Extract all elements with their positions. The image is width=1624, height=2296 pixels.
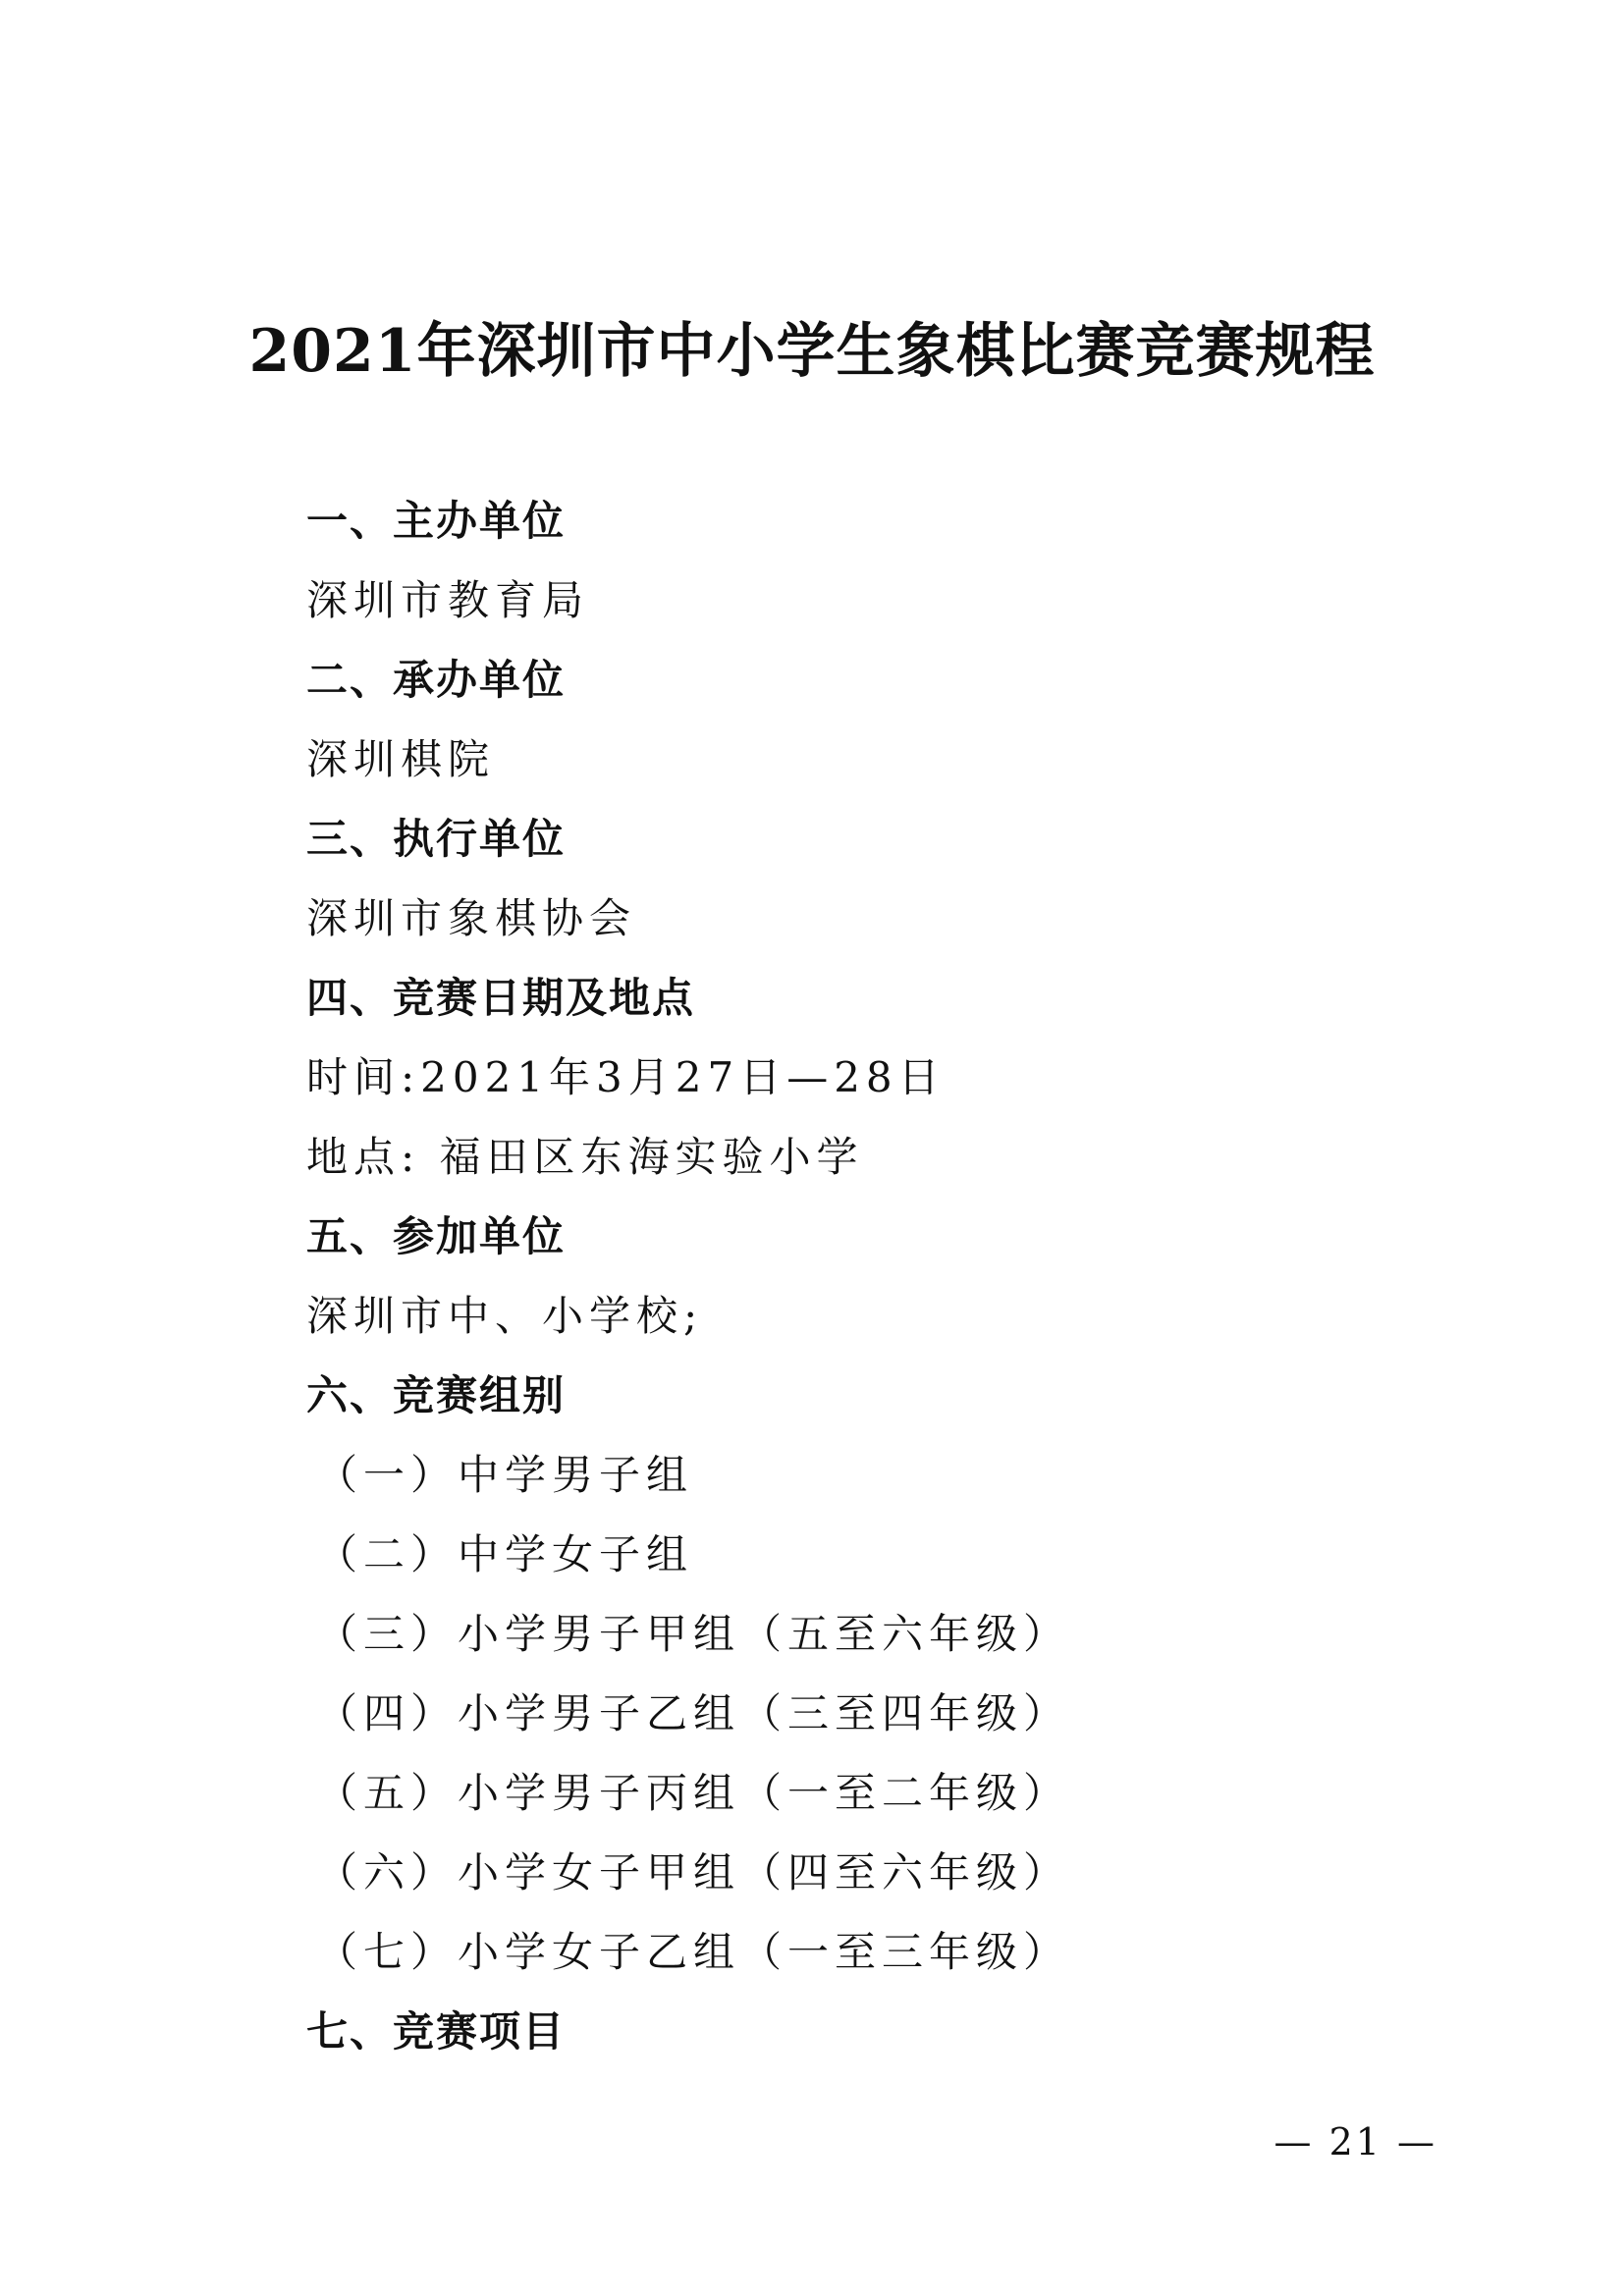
section-heading-groups: 六、竞赛组别 bbox=[306, 1371, 567, 1419]
section-heading-events: 七、竞赛项目 bbox=[306, 2007, 567, 2056]
group-item: （六）小学女子甲组（四至六年级） bbox=[316, 1848, 1071, 1896]
page-number: — 21 — bbox=[1273, 2120, 1437, 2163]
competition-location: 地点: 福田区东海实验小学 bbox=[306, 1133, 864, 1181]
participants-text: 深圳市中、小学校; bbox=[306, 1292, 704, 1340]
group-item: （四）小学男子乙组（三至四年级） bbox=[316, 1689, 1071, 1737]
document-body bbox=[306, 481, 1435, 2071]
group-item: （三）小学男子甲组（五至六年级） bbox=[316, 1610, 1071, 1658]
undertaker-text: 深圳棋院 bbox=[306, 735, 496, 783]
section-heading-date-location: 四、竞赛日期及地点 bbox=[306, 974, 696, 1022]
section-heading-organizer: 一、主办单位 bbox=[306, 497, 567, 545]
organizer-text: 深圳市教育局 bbox=[306, 576, 590, 624]
group-item: （一）中学男子组 bbox=[316, 1451, 694, 1499]
document-title: 2021年深圳市中小学生象棋比赛竞赛规程 bbox=[248, 317, 1376, 386]
competition-time: 时间:2021年3月27日—28日 bbox=[306, 1053, 946, 1101]
section-heading-executor: 三、执行单位 bbox=[306, 815, 567, 863]
group-item: （二）中学女子组 bbox=[316, 1530, 694, 1578]
executor-text: 深圳市象棋协会 bbox=[306, 894, 637, 942]
group-item: （五）小学男子丙组（一至二年级） bbox=[316, 1769, 1071, 1817]
group-item: （七）小学女子乙组（一至三年级） bbox=[316, 1928, 1071, 1976]
section-heading-undertaker: 二、承办单位 bbox=[306, 656, 567, 704]
section-heading-participants: 五、参加单位 bbox=[306, 1212, 567, 1260]
